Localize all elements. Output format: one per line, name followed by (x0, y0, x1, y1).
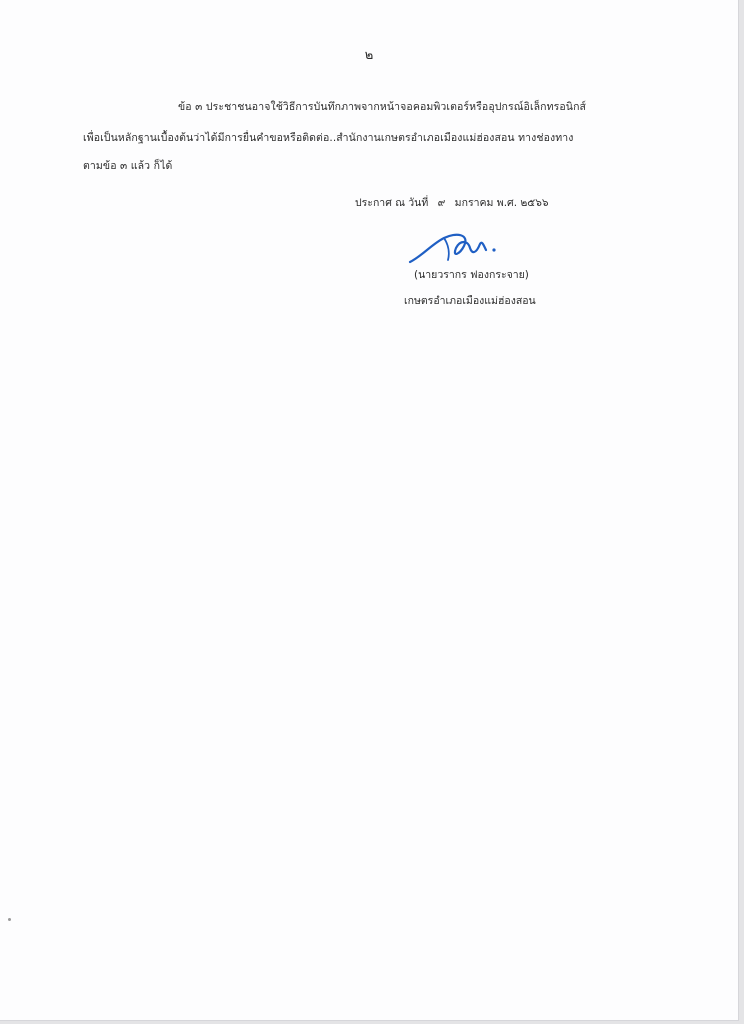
signer-name: (นายวรากร ฟองกระจาย) (414, 269, 529, 281)
clause-line-1: ข้อ ๓ ประชาชนอาจใช้วิธีการบันทึกภาพจากหน้าจอคอมพิวเตอร์หรืออุปกรณ์อิเล็กทรอนิกส์ (178, 101, 587, 113)
issued-day: ๙ (437, 197, 446, 209)
clause-line-2: เพื่อเป็นหลักฐานเบื้องต้นว่าได้มีการยื่นคำขอหรือติดต่อ..สำนักงานเกษตรอำเภอเมืองแม่ฮ่องสอน ทางช่องทาง (83, 132, 574, 144)
handwritten-signature (404, 226, 524, 268)
clause-line-3: ตามข้อ ๓ แล้ว ก็ได้ (83, 160, 173, 172)
signer-position: เกษตรอำเภอเมืองแม่ฮ่องสอน (404, 295, 536, 307)
issued-prefix: ประกาศ ณ วันที่ (355, 197, 429, 209)
paper-speck (8, 918, 11, 921)
page-number: ๒ (364, 48, 374, 63)
issued-date-line (355, 194, 555, 211)
issued-month-year: มกราคม พ.ศ. ๒๕๖๖ (454, 197, 549, 209)
